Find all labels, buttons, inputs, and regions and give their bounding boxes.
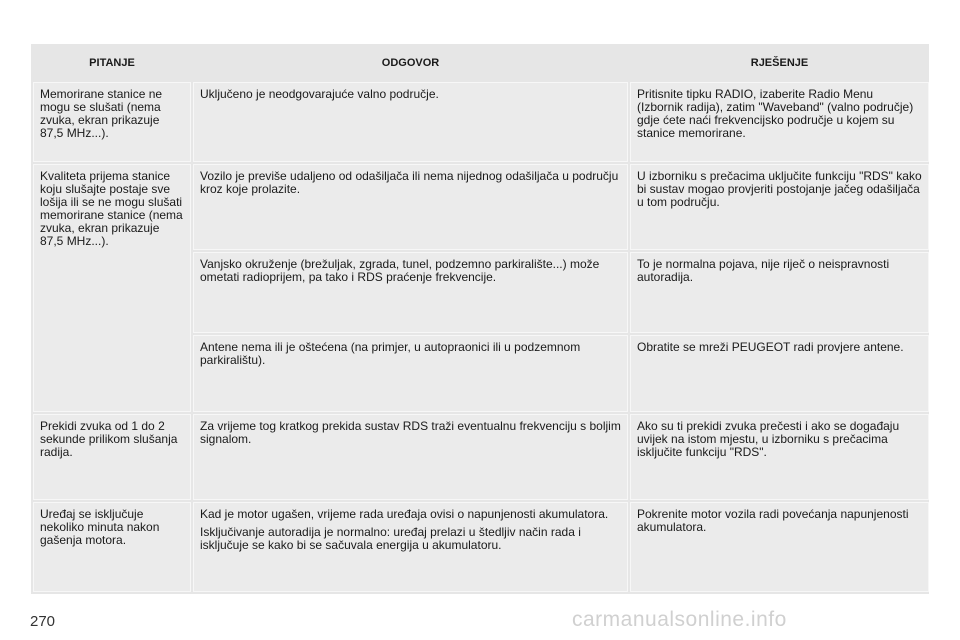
- table-row: [33, 414, 929, 501]
- answer-cell: [193, 252, 628, 333]
- question-cell: Kvaliteta prijema stanice koju slušajte postaje sve lošija ili se ne mogu slušati memorirane stanice (nema zvuka, ekran prikazuje 87,5 MHz...).: [33, 164, 191, 412]
- solution-cell: Pokrenite motor vozila radi povećanja napunjenosti akumulatora.: [630, 502, 929, 592]
- table-header-row: [33, 46, 929, 80]
- solution-cell: To je normalna pojava, nije riječ o neispravnosti autoradija.: [630, 252, 929, 333]
- header-solution: RJEŠENJE: [630, 46, 929, 80]
- answer-cell: [193, 502, 628, 592]
- question-cell: Uređaj se isključuje nekoliko minuta nakon gašenja motora.: [33, 502, 191, 592]
- answer-text: Isključivanje autoradija je normalno: uređaj prelazi u štedljiv način rada i isključuje se kako bi se sačuvala energija u akumulatoru.: [200, 525, 581, 553]
- header-answer: ODGOVOR: [193, 46, 628, 80]
- table-row: [33, 82, 929, 162]
- answer-text: Uključeno je neodgovarajuće valno područje.: [200, 87, 439, 101]
- solution-cell: U izborniku s prečacima uključite funkciju "RDS" kako bi sustav mogao provjeriti postojanje jačeg odašiljača u tom području.: [630, 164, 929, 251]
- answer-text: Kad je motor ugašen, vrijeme rada uređaja ovisi o napunjenosti akumulatora.: [200, 507, 609, 522]
- question-cell: Prekidi zvuka od 1 do 2 sekunde prilikom slušanja radija.: [33, 414, 191, 501]
- answer-cell: [193, 414, 628, 501]
- answer-text: Antene nema ili je oštećena (na primjer, u autopraonici ili u podzemnom parkiralištu).: [200, 339, 581, 367]
- header-question: PITANJE: [33, 46, 191, 80]
- page-number: 270: [30, 613, 56, 630]
- answer-text: Vanjsko okruženje (brežuljak, zgrada, tunel, podzemno parkiralište...) može ometati radioprijem, pa tako i RDS praćenje frekvencije.: [200, 257, 600, 285]
- answer-text: Vozilo je previše udaljeno od odašiljača ili nema nijednog odašiljača u području kroz koje prolazite.: [200, 168, 619, 196]
- solution-cell: Pritisnite tipku RADIO, izaberite Radio Menu (Izbornik radija), zatim "Waveband" (valno područje) gdje ćete naći frekvencijsko područje u kojem su stanice memorirane.: [630, 82, 929, 162]
- answer-cell: [193, 335, 628, 412]
- table-row: [33, 164, 929, 251]
- answer-cell: [193, 82, 628, 162]
- answer-cell: [193, 164, 628, 251]
- watermark: carmanualsonline.info: [572, 608, 787, 631]
- troubleshooting-table: [31, 44, 931, 594]
- answer-text: Za vrijeme tog kratkog prekida sustav RDS traži eventualnu frekvenciju s boljim signalom.: [200, 418, 621, 446]
- table-row: [33, 502, 929, 592]
- troubleshooting-table-container: [31, 44, 929, 594]
- solution-cell: Obratite se mreži PEUGEOT radi provjere antene.: [630, 335, 929, 412]
- solution-cell: Ako su ti prekidi zvuka prečesti i ako se događaju uvijek na istom mjestu, u izborniku s prečacima isključite funkciju "RDS".: [630, 414, 929, 501]
- question-cell: Memorirane stanice ne mogu se slušati (nema zvuka, ekran prikazuje 87,5 MHz...).: [33, 82, 191, 162]
